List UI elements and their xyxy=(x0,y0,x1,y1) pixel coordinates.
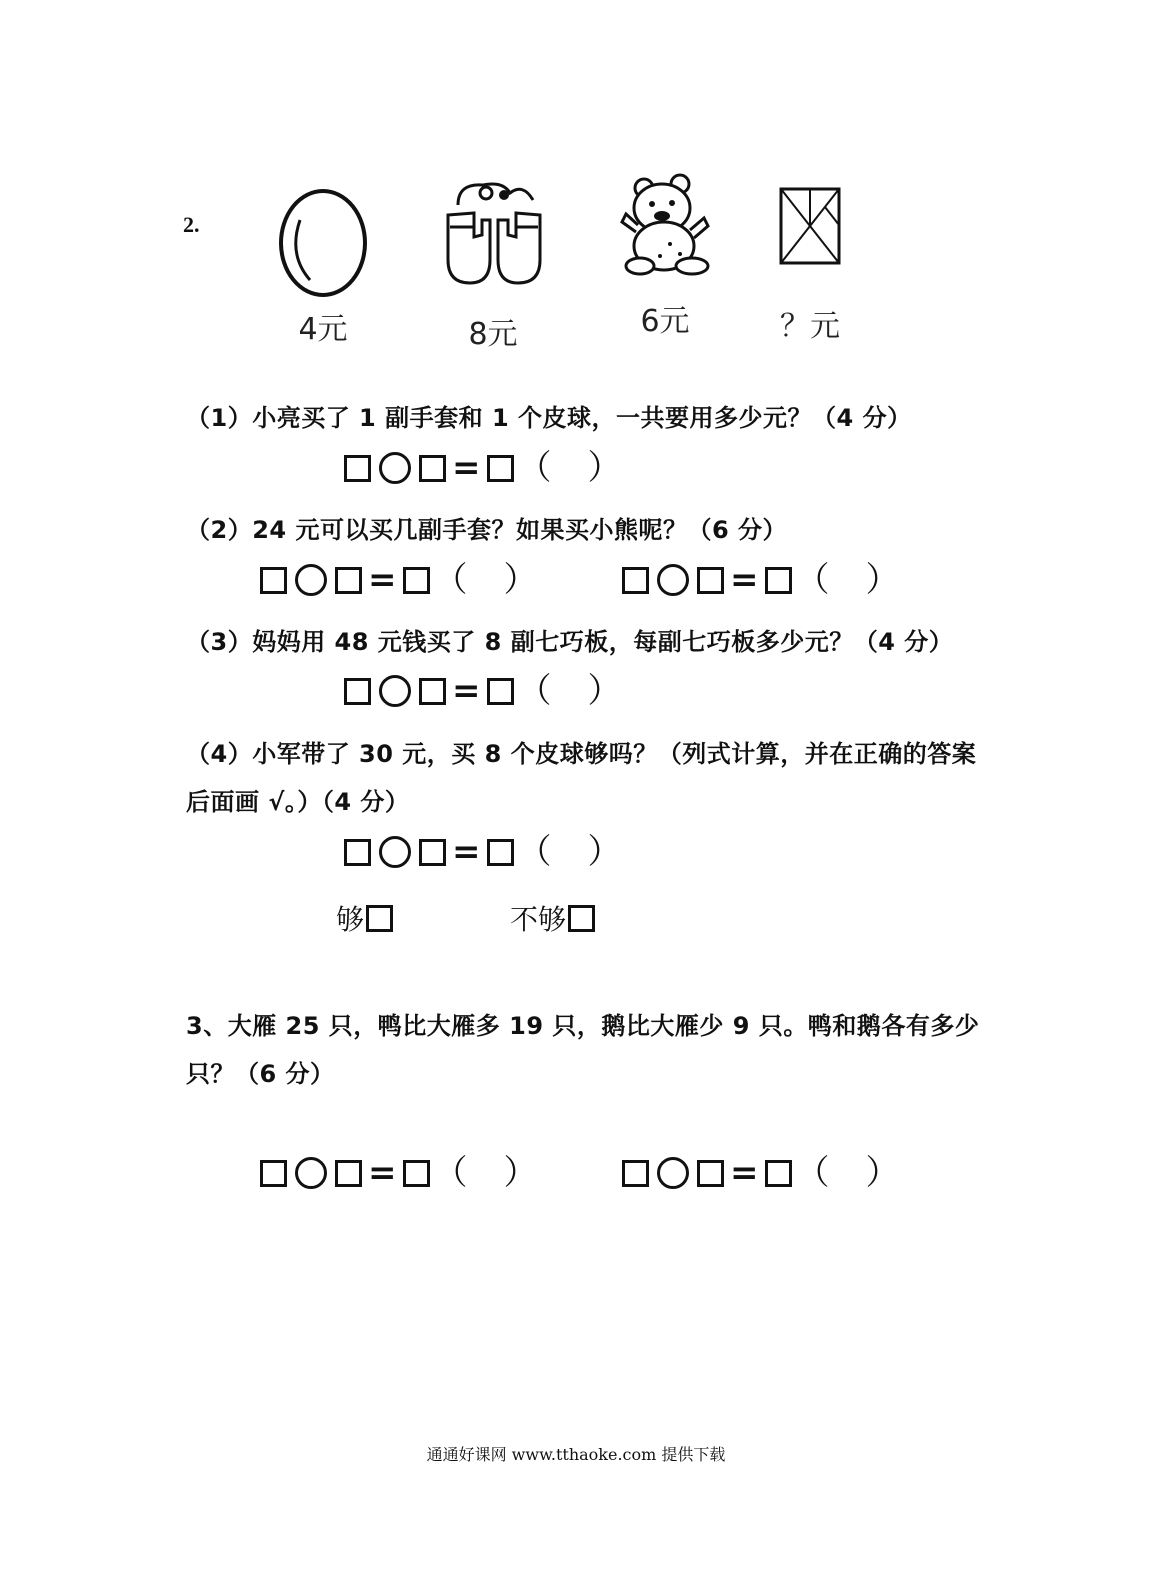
equation-q1 xyxy=(340,445,622,491)
answer-box[interactable] xyxy=(335,1160,362,1187)
question-2: （2）24 元可以买几副手套？如果买小熊呢？（6 分） xyxy=(186,516,788,544)
equals-sign: = xyxy=(730,560,759,600)
answer-box[interactable] xyxy=(487,839,514,866)
bear-icon xyxy=(600,170,730,280)
answer-box[interactable] xyxy=(260,567,287,594)
item-gloves xyxy=(428,175,558,353)
equals-sign: = xyxy=(452,448,481,488)
close-paren: ） xyxy=(587,671,622,711)
price-tangram: ？元 xyxy=(780,309,840,344)
equation-q2-a xyxy=(256,557,538,603)
answer-box[interactable] xyxy=(335,567,362,594)
equation-q2-b xyxy=(618,557,900,603)
question-4-line-1: （4）小军带了 30 元，买 8 个皮球够吗？（列式计算，并在正确的答案 xyxy=(186,740,977,768)
open-paren: （ xyxy=(517,448,552,488)
equation-p3-a xyxy=(256,1150,538,1196)
open-paren: （ xyxy=(517,832,552,872)
problem-3-line-1: 3、大雁 25 只，鸭比大雁多 19 只，鹅比大雁少 9 只。鸭和鹅各有多少 xyxy=(186,1012,980,1040)
open-paren: （ xyxy=(517,671,552,711)
answer-box[interactable] xyxy=(419,839,446,866)
item-bear xyxy=(600,170,730,340)
open-paren: （ xyxy=(433,560,468,600)
gloves-icon xyxy=(428,175,558,295)
price-bear: 6元 xyxy=(640,304,690,339)
checkbox-enough[interactable] xyxy=(366,905,393,932)
item-ball xyxy=(258,185,388,348)
open-paren: （ xyxy=(795,560,830,600)
equals-sign: = xyxy=(452,832,481,872)
equals-sign: = xyxy=(452,671,481,711)
problem-2-number: 2. xyxy=(183,212,200,237)
answer-box[interactable] xyxy=(344,678,371,705)
close-paren: ） xyxy=(503,1153,538,1193)
footer-source: 通通好课网 www.tthaoke.com 提供下载 xyxy=(426,1445,726,1464)
answer-box[interactable] xyxy=(487,455,514,482)
choice-not-enough-label: 不够 xyxy=(510,903,567,936)
answer-box[interactable] xyxy=(697,1160,724,1187)
checkbox-not-enough[interactable] xyxy=(568,905,595,932)
answer-box[interactable] xyxy=(344,455,371,482)
question-1: （1）小亮买了 1 副手套和 1 个皮球，一共要用多少元？（4 分） xyxy=(186,404,912,432)
answer-box[interactable] xyxy=(419,678,446,705)
choice-not-enough xyxy=(510,898,599,938)
answer-box[interactable] xyxy=(403,1160,430,1187)
question-4-line-2: 后面画 √。）（4 分） xyxy=(186,788,410,816)
operator-circle[interactable] xyxy=(379,452,411,484)
answer-box[interactable] xyxy=(697,567,724,594)
open-paren: （ xyxy=(433,1153,468,1193)
close-paren: ） xyxy=(503,560,538,600)
operator-circle[interactable] xyxy=(379,675,411,707)
close-paren: ） xyxy=(587,448,622,488)
item-tangram xyxy=(745,185,875,345)
choice-enough xyxy=(336,898,397,938)
problem-3-line-2: 只？（6 分） xyxy=(186,1060,335,1088)
close-paren: ） xyxy=(865,560,900,600)
answer-box[interactable] xyxy=(622,567,649,594)
equation-q3 xyxy=(340,668,622,714)
equals-sign: = xyxy=(730,1153,759,1193)
answer-box[interactable] xyxy=(765,1160,792,1187)
question-3: （3）妈妈用 48 元钱买了 8 副七巧板，每副七巧板多少元？（4 分） xyxy=(186,628,954,656)
answer-box[interactable] xyxy=(344,839,371,866)
answer-box[interactable] xyxy=(419,455,446,482)
equation-q4 xyxy=(340,829,622,875)
answer-box[interactable] xyxy=(403,567,430,594)
price-gloves: 8元 xyxy=(468,317,518,352)
tangram-icon xyxy=(745,185,875,275)
close-paren: ） xyxy=(587,832,622,872)
answer-box[interactable] xyxy=(487,678,514,705)
ball-icon xyxy=(258,185,388,300)
operator-circle[interactable] xyxy=(295,564,327,596)
answer-box[interactable] xyxy=(260,1160,287,1187)
operator-circle[interactable] xyxy=(295,1157,327,1189)
operator-circle[interactable] xyxy=(657,1157,689,1189)
equals-sign: = xyxy=(368,1153,397,1193)
operator-circle[interactable] xyxy=(657,564,689,596)
operator-circle[interactable] xyxy=(379,836,411,868)
answer-box[interactable] xyxy=(622,1160,649,1187)
price-ball: 4元 xyxy=(298,312,348,347)
equals-sign: = xyxy=(368,560,397,600)
choice-enough-label: 够 xyxy=(336,903,365,936)
answer-box[interactable] xyxy=(765,567,792,594)
equation-p3-b xyxy=(618,1150,900,1196)
open-paren: （ xyxy=(795,1153,830,1193)
close-paren: ） xyxy=(865,1153,900,1193)
